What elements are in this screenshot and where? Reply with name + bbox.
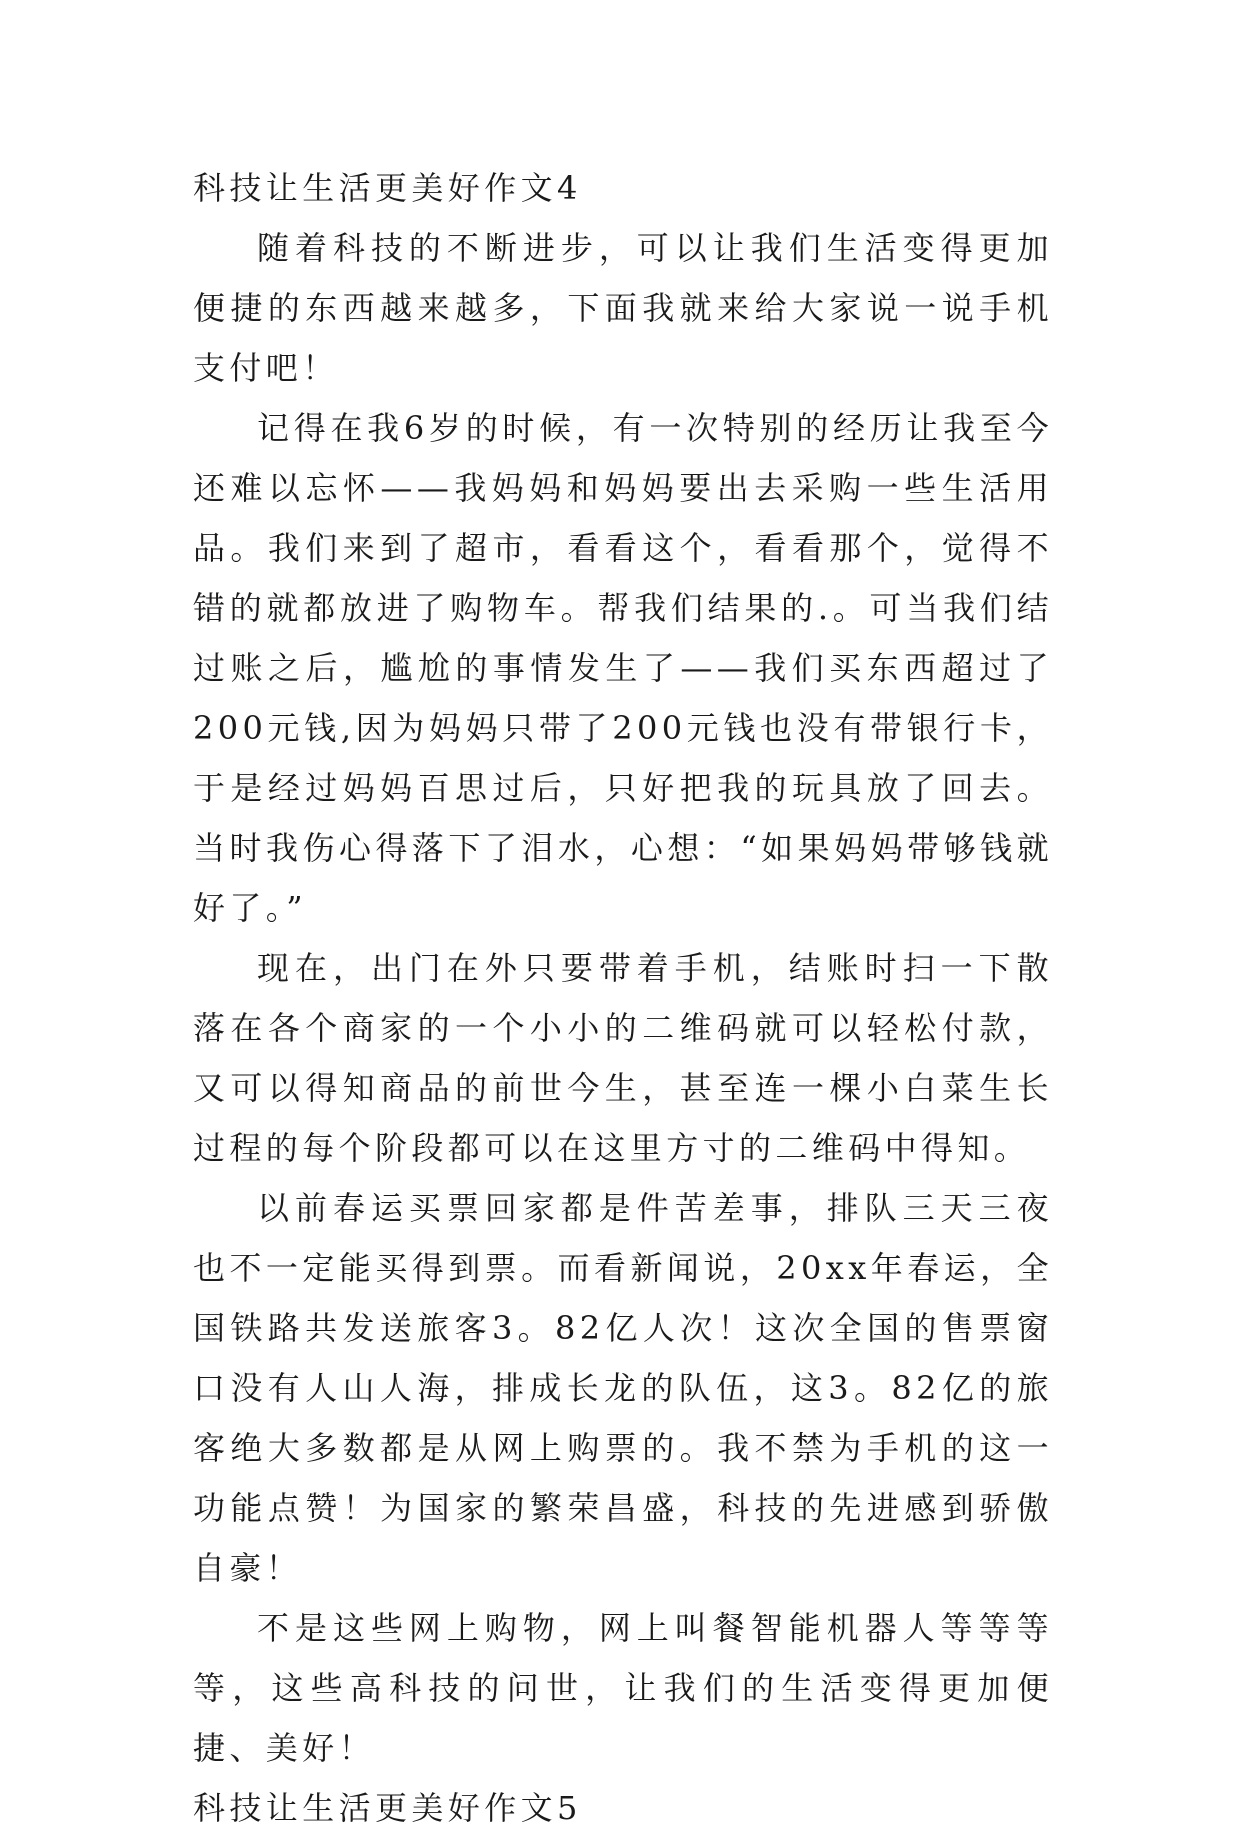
essay-heading-4: 科技让生活更美好作文4 [193, 169, 582, 207]
paragraph-mobile-payment-intro: 随着科技的不断进步，可以让我们生活变得更加便捷的东西越来越多，下面我就来给大家说一说手机支付吧！ [193, 229, 1053, 387]
essay-heading-5: 科技让生活更美好作文5 [193, 1789, 582, 1827]
paragraph-qr-code-payment: 现在，出门在外只要带着手机，结账时扫一下散落在各个商家的一个小小的二维码就可以轻松付款， 又可以得知商品的前世今生，甚至连一棵小白菜生长过程的每个阶段都可以在这里方寸的二维码中得知。 [193, 949, 1053, 1167]
document-body [193, 158, 1053, 1838]
paragraph-conclusion: 不是这些网上购物，网上叫餐智能机器人等等等等，这些高科技的问世，让我们的生活变得更加便捷、美好！ [193, 1609, 1053, 1767]
paragraph-spring-festival-tickets: 以前春运买票回家都是件苦差事，排队三天三夜也不一定能买得到票。而看新闻说，20xx年春运，全国铁路共发送旅客3。82亿人次！这次全国的售票窗口没有人山人海，排成长龙的队伍，这3。82亿的旅客绝大多数都是从网上购票的。我不禁为手机的这一功能点赞！为国家的繁荣昌盛，科技的先进感到骄傲自豪！ [193, 1189, 1053, 1587]
paragraph-supermarket-memory: 记得在我6岁的时候，有一次特别的经历让我至今还难以忘怀——我妈妈和妈妈要出去采购一些生活用品。我们来到了超市，看看这个，看看那个，觉得不错的就都放进了购物车。帮我们结果的.。可当我们结过账之后，尴尬的事情发生了——我们买东西超过了200元钱,因为妈妈只带了200元钱也没有带银行卡，于是经过妈妈百思过后，只好把我的玩具放了回去。当时我伤心得落下了泪水，心想：“如果妈妈带够钱就好了。” [193, 409, 1053, 927]
